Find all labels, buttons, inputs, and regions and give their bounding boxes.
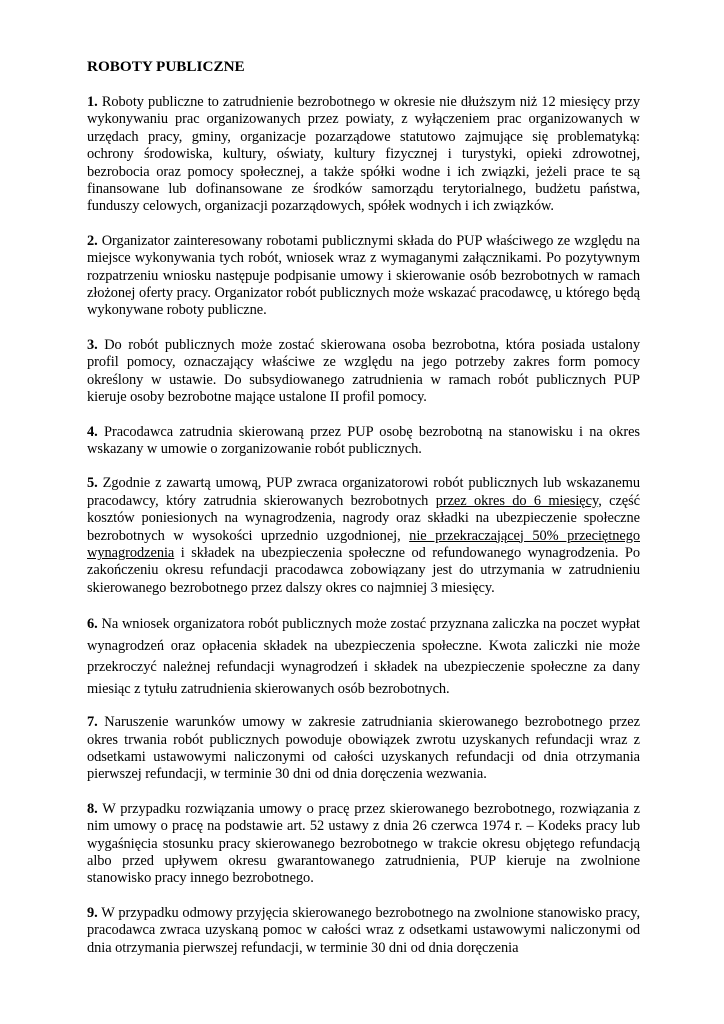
underlined-period-text: przez okres do 6 miesięcy, [435,492,602,509]
paragraph-text: część kosztów poniesionych na wynagrodzenia, nagrody oraz składki na ubezpieczenie społeczne bezrobotnych w wysokości uprzednio uzgodnionej, [87,492,641,544]
paragraph-number: 6. [87,616,98,633]
paragraph-number: 4. [87,423,98,440]
paragraph-6 [87,614,640,700]
paragraph-3 [87,337,640,407]
paragraph-9 [87,905,640,957]
paragraph-text: i składek na ubezpieczenia społeczne od refundowanego wynagrodzenia. Po zakończeniu okresu refundacji pracodawca zobowiązany jest do utrzymania w zatrudnieniu skierowanego bezrobotnego przez dalszy okres co najmniej 3 miesięcy. [87,544,640,596]
document-page [87,58,640,974]
paragraph-4 [87,424,640,459]
paragraph-number: 1. [87,94,98,110]
paragraph-number: 7. [87,714,98,731]
paragraph-text: Roboty publiczne to zatrudnienie bezrobotnego w okresie nie dłuższym niż 12 miesięcy przy wykonywaniu prac organizowanych przez powiaty, z wyłączeniem prac organizowanych w urzędach pracy, gminy, organizacje pozarządowe statutowo zajmujące się problematyką: ochrony środowiska, kultury, oświaty, kultury fizycznej i turystyki, opieki zdrowotnej, bezrobocia oraz pomocy społecznej, a także spółki wodne i ich związki, jeżeli prace te są finansowane lub dofinansowane ze środków samorządu terytorialnego, budżetu państwa, funduszy celowych, organizacji pozarządowych, spółek wodnych i ich związków. [87,94,640,215]
paragraph-5 [87,475,640,597]
paragraph-number: 9. [87,904,98,921]
paragraph-7 [87,714,640,784]
document-title: ROBOTY PUBLICZNE [87,58,245,75]
paragraph-text: Pracodawca zatrudnia skierowaną przez PUP osobę bezrobotną na stanowisku i na okres wskazany w umowie o zorganizowanie robót publicznych. [87,423,640,457]
paragraph-number: 2. [87,232,98,249]
paragraph-number: 5. [87,475,98,492]
paragraph-text: Zgodnie z zawartą umową, PUP zwraca organizatorowi robót publicznych lub wskazanemu pracodawcy, który zatrudnia skierowanych bezrobotnych [87,475,640,509]
paragraph-number: 3. [87,336,98,353]
paragraph-number: 8. [87,800,98,817]
paragraph-text: W przypadku odmowy przyjęcia skierowanego bezrobotnego na zwolnione stanowisko pracy, pracodawca zwraca uzyskaną pomoc w całości wraz z odsetkami ustawowymi naliczonymi od dnia otrzymania pierwszej refundacji, w terminie 30 dni od dnia doręczenia [87,904,640,956]
paragraph-text: Do robót publicznych może zostać skierowana osoba bezrobotna, która posiada ustalony profil pomocy, oznaczający właściwe ze względu na jego potrzeby zakres form pomocy określony w ustawie. Do subsydiowanego zatrudnienia w ramach robót publicznych PUP kieruje osoby bezrobotne mające ustalone II profil pomocy. [87,336,640,406]
paragraph-2 [87,233,640,320]
underlined-limit-text: nie przekraczającej 50% przeciętnego wynagrodzenia [87,527,640,561]
paragraph-8 [87,801,640,888]
paragraph-1 [87,94,640,216]
paragraph-text: Naruszenie warunków umowy w zakresie zatrudniania skierowanego bezrobotnego przez okres trwania robót publicznych powoduje obowiązek zwrotu uzyskanych refundacji wraz z odsetkami ustawowymi naliczonymi od całości uzyskanych refundacji od dnia otrzymania pierwszej refundacji, w terminie 30 dni od dnia doręczenia wezwania. [87,714,640,783]
paragraph-text: Na wniosek organizatora robót publicznych może zostać przyznana zaliczka na poczet wypłat wynagrodzeń oraz opłacenia składek na ubezpieczenia społeczne. Kwota zaliczki nie może przekroczyć należnej refundacji wynagrodzeń i składek na ubezpieczenie społeczne za dany miesiąc z tytułu zatrudnienia skierowanych osób bezrobotnych. [87,616,640,697]
paragraph-text: Organizator zainteresowany robotami publicznymi składa do PUP właściwego ze względu na miejsce wykonywania tych robót, wniosek wraz z wymaganymi załącznikami. Po pozytywnym rozpatrzeniu wniosku następuje podpisanie umowy i skierowanie osób bezrobotnych w ramach złożonej oferty pracy. Organizator robót publicznych może wskazać pracodawcę, u którego będą wykonywane roboty publiczne. [87,232,640,319]
paragraph-text: W przypadku rozwiązania umowy o pracę przez skierowanego bezrobotnego, rozwiązania z nim umowy o pracę na podstawie art. 52 ustawy z dnia 26 czerwca 1974 r. – Kodeks pracy lub wygaśnięcia stosunku pracy skierowanego bezrobotnego w trakcie okresu objętego refundacją albo przed upływem okresu gwarantowanego zatrudnienia, PUP kieruje na zwolnione stanowisko pracy innego bezrobotnego. [87,800,640,887]
